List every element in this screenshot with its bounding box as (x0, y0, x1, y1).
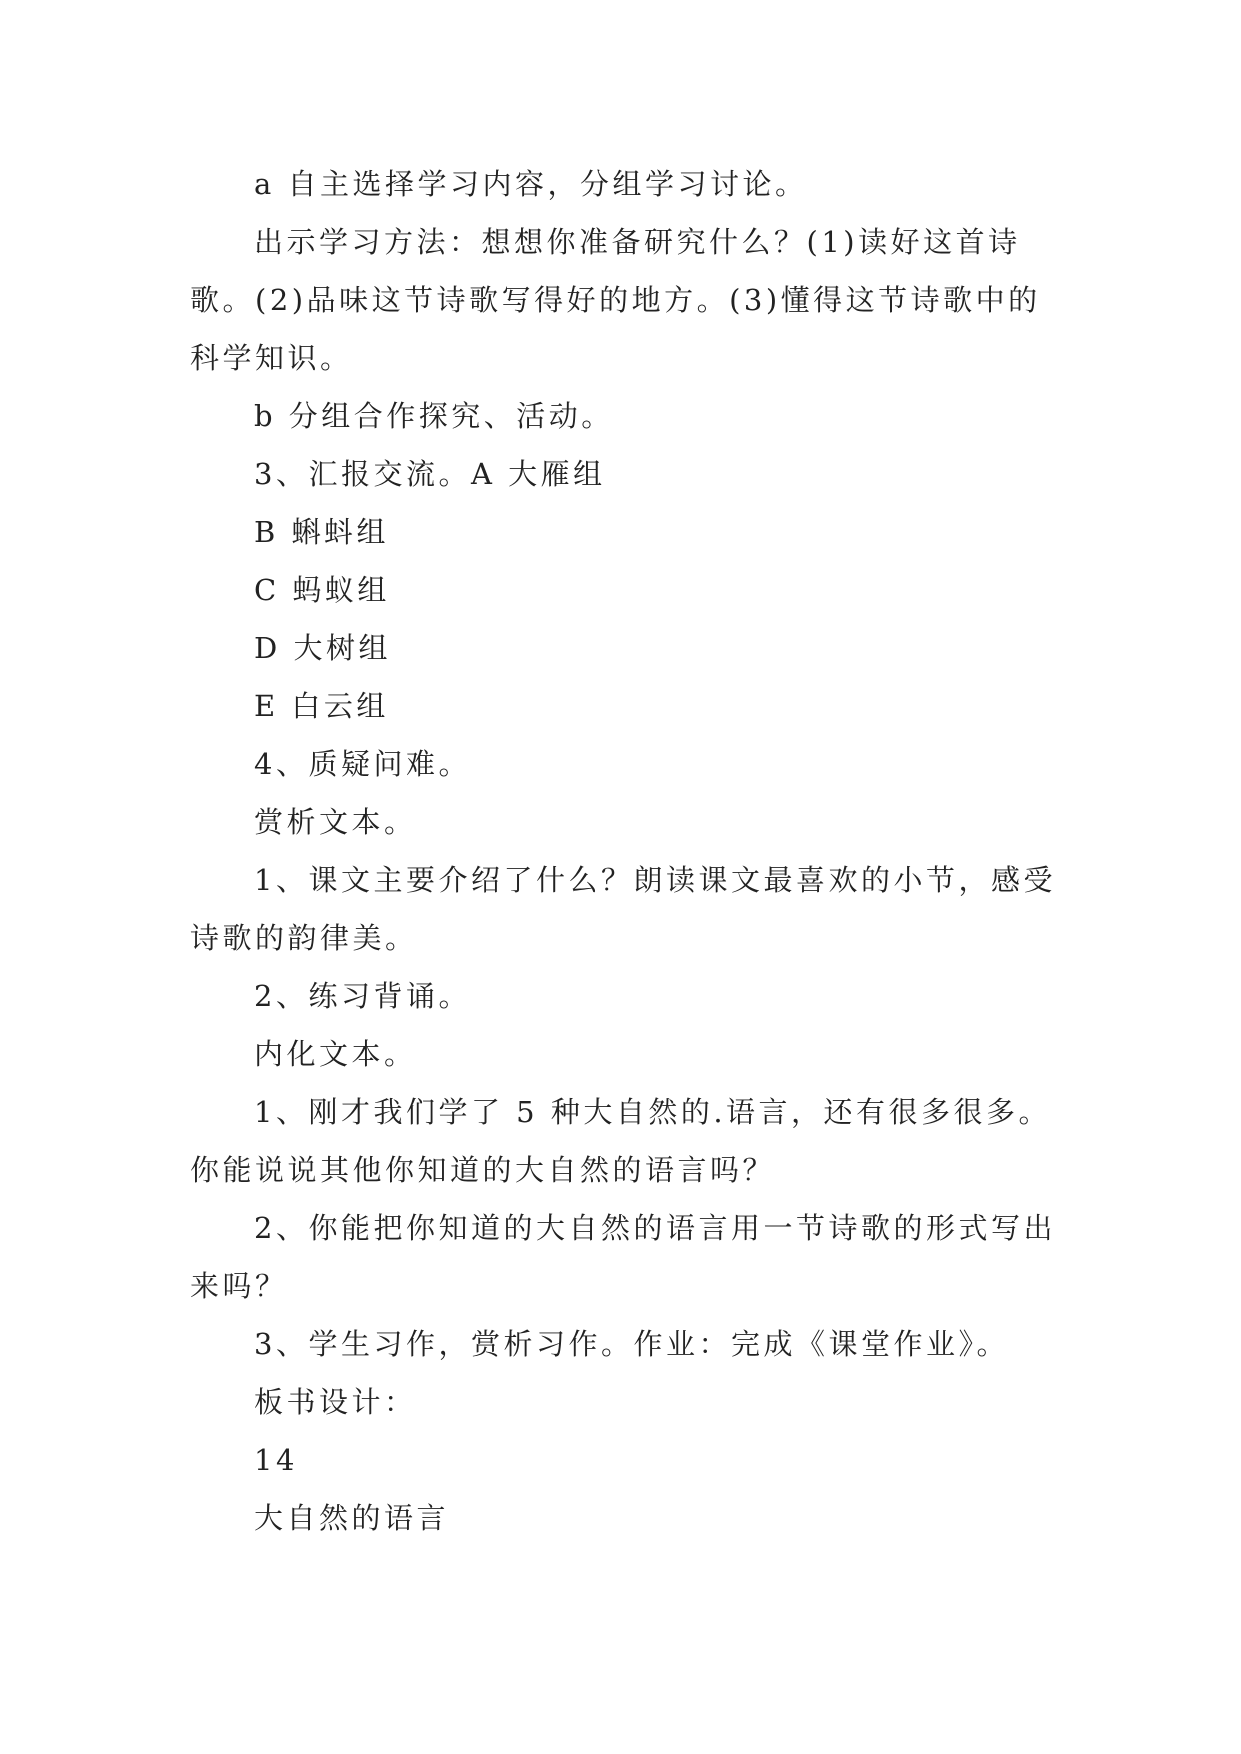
paragraph-self-select: a 自主选择学习内容，分组学习讨论。 (254, 167, 808, 201)
paragraph-lesson-number: 14 (254, 1443, 298, 1477)
paragraph-report-exchange: 3、汇报交流。A 大雁组 (254, 457, 606, 491)
section-heading-appreciate: 赏析文本。 (254, 805, 417, 839)
paragraph-nature-languages: 1、刚才我们学了 5 种大自然的.语言，还有很多很多。你能说说其他你知道的大自然的语言吗？ (190, 1095, 1052, 1187)
paragraph-lesson-title: 大自然的语言 (254, 1501, 450, 1535)
paragraph-homework: 3、学生习作，赏析习作。作业：完成《课堂作业》。 (254, 1327, 1009, 1361)
paragraph-group-e: E 白云组 (254, 689, 389, 723)
paragraph-group-activity: b 分组合作探究、活动。 (254, 399, 614, 433)
paragraph-recite: 2、练习背诵。 (254, 979, 471, 1013)
section-heading-internalize: 内化文本。 (254, 1037, 417, 1071)
document-body (190, 155, 1060, 1547)
paragraph-main-content: 1、课文主要介绍了什么？朗读课文最喜欢的小节，感受诗歌的韵律美。 (190, 863, 1056, 955)
paragraph-questions: 4、质疑问难。 (254, 747, 471, 781)
paragraph-group-d: D 大树组 (254, 631, 391, 665)
paragraph-group-b: B 蝌蚪组 (254, 515, 390, 549)
paragraph-study-methods: 出示学习方法：想想你准备研究什么？(1)读好这首诗歌。(2)品味这节诗歌写得好的地方。(3)懂得这节诗歌中的科学知识。 (190, 225, 1041, 375)
paragraph-board-design: 板书设计： (254, 1385, 417, 1419)
paragraph-write-poem: 2、你能把你知道的大自然的语言用一节诗歌的形式写出来吗？ (190, 1211, 1056, 1303)
paragraph-group-c: C 蚂蚁组 (254, 573, 390, 607)
